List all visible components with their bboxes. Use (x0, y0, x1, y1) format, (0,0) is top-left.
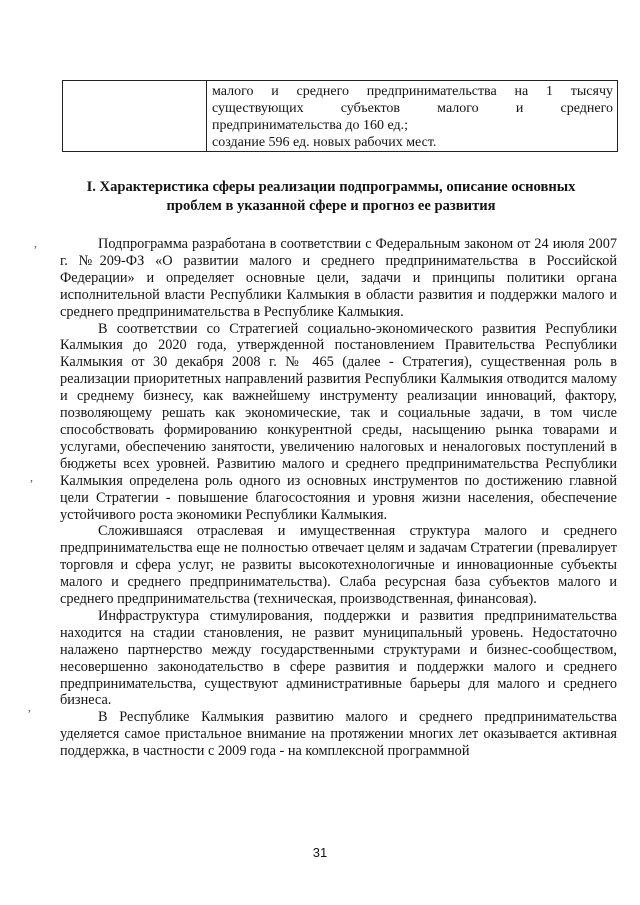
table-line: существующих субъектов малого и среднего (212, 101, 613, 116)
scan-mark: , (30, 470, 33, 484)
paragraph: Инфраструктура стимулирования, поддержки и развития предпринимательства находится на стадии становления, не развит муниципальный уровень. Недостаточно налажено партнерство между государственными структурами и бизнес-сообществом, несовершенно законодательство в сфере развития и поддержки малого и среднего предпринимательства, существуют административные барьеры для малого и среднего бизнеса. (60, 607, 617, 709)
page-number: 31 (312, 845, 328, 860)
section-heading-line: проблем в указанной сфере и прогноз ее развития (166, 198, 496, 214)
paragraph: Подпрограмма разработана в соответствии с Федеральным законом от 24 июля 2007 г. №209-ФЗ «О развитии малого и среднего предпринимательства в Российской Федерации» и определяет основные цели, задачи и принципы политики органа исполнительной власти Республики Калмыкия в области развития и поддержки малого и среднего предпринимательства в Республике Калмыкия. (60, 236, 617, 320)
paragraph: В соответствии со Стратегией социально-экономического развития Республики Калмыкия до 2020 года, утвержденной постановлением Правительства Республики Калмыкия от 30 декабря 2008 г. № 465 (далее - Стратегия), существенная роль в реализации приоритетных направлений развития Республики Калмыкия отводится малому и среднему бизнесу, как важнейшему инструменту реализации инноваций, фактору, позволяющему решать как экономические, так и социальные задачи, в том числе способствовать формированию конкурентной среды, насыщению рынка товарами и услугами, обеспечению занятости, увеличению налоговых и неналоговых поступлений в бюджеты всех уровней. Развитию малого и среднего предпринимательства Республики Калмыкия определена роль одного из основных инструментов по достижению главной цели Стратегии - повышение благосостояния и уровня жизни населения, обеспечение устойчивого роста экономики Республики Калмыкия. (60, 320, 617, 523)
paragraph: В Республике Калмыкия развитию малого и среднего предпринимательства уделяется самое пристальное внимание на протяжении многих лет оказывается активная поддержка, в частности с 2009 года - на комплексной программной (60, 709, 617, 760)
section-heading (60, 178, 602, 216)
scan-mark: , (34, 236, 37, 250)
continuation-table (62, 80, 618, 152)
table-line: создание 596 ед. новых рабочих мест. (212, 135, 437, 150)
section-body (60, 236, 617, 760)
table-column-divider (206, 81, 207, 151)
scan-mark: , (28, 700, 31, 714)
paragraph: Сложившаяся отраслевая и имущественная структура малого и среднего предпринимательства еще не полностью отвечает целям и задачам Стратегии (превалирует торговля и сфера услуг, не развиты высокотехнологичные и инновационные субъекты малого и среднего предпринимательства). Слаба ресурсная база субъектов малого и среднего предпринимательства (техническая, производственная, финансовая). (60, 523, 617, 608)
section-heading-line: I. Характеристика сферы реализации подпрограммы, описание основных (86, 179, 576, 195)
table-line: малого и среднего предпринимательства на 1 тысячу (212, 84, 613, 99)
table-line: предпринимательства до 160 ед.; (212, 118, 409, 133)
table-cell-results (212, 83, 613, 151)
